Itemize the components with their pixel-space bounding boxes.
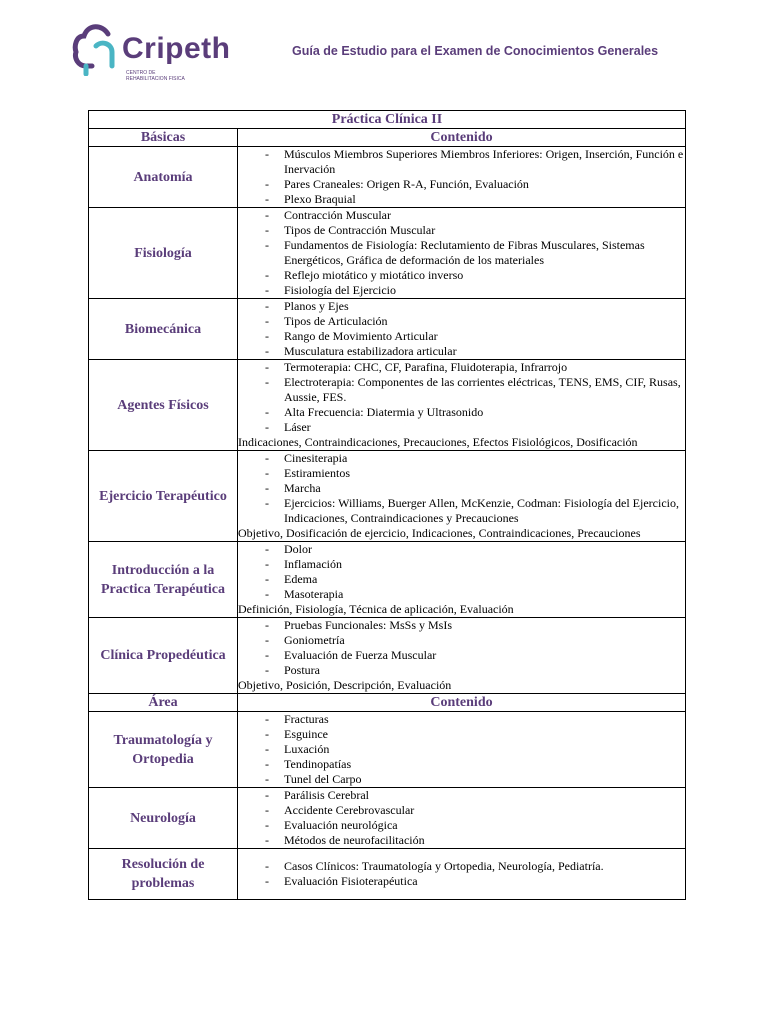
table-row <box>89 451 686 542</box>
list-item: - Pares Craneales: Origen R-A, Función, Evaluación <box>238 177 685 192</box>
table-row <box>89 299 686 360</box>
content-cell <box>238 208 686 299</box>
content-cell <box>238 712 686 788</box>
list-item: - Goniometría <box>238 633 685 648</box>
document-title: Guía de Estudio para el Examen de Conocimientos Generales <box>292 44 659 58</box>
content-cell <box>238 147 686 208</box>
list-item: - Tipos de Articulación <box>238 314 685 329</box>
list-item: - Contracción Muscular <box>238 208 685 223</box>
content-list <box>238 299 685 359</box>
list-item: - Postura <box>238 663 685 678</box>
list-item: - Masoterapia <box>238 587 685 602</box>
content-note: Objetivo, Posición, Descripción, Evaluación <box>238 678 452 692</box>
header-row-area <box>89 694 686 712</box>
list-item: - Electroterapia: Componentes de las corrientes eléctricas, TENS, EMS, CIF, Rusas, Aussie, FES. <box>238 375 685 405</box>
table-row <box>89 712 686 788</box>
list-item: - Accidente Cerebrovascular <box>238 803 685 818</box>
content-list <box>238 712 685 787</box>
header-contenido-2: Contenido <box>238 694 686 712</box>
content-list <box>238 618 685 678</box>
content-cell <box>238 451 686 542</box>
list-item: - Dolor <box>238 542 685 557</box>
list-item: - Esguince <box>238 727 685 742</box>
list-item: - Musculatura estabilizadora articular <box>238 344 685 359</box>
content-cell <box>238 360 686 451</box>
list-item: - Músculos Miembros Superiores Miembros Inferiores: Origen, Inserción, Función e Inervación <box>238 147 685 177</box>
list-item: - Fracturas <box>238 712 685 727</box>
header-contenido: Contenido <box>238 129 686 147</box>
list-item: - Evaluación de Fuerza Muscular <box>238 648 685 663</box>
list-item: - Luxación <box>238 742 685 757</box>
list-item: - Estiramientos <box>238 466 685 481</box>
category-biomecanica: Biomecánica <box>89 299 238 360</box>
list-item: - Cinesiterapia <box>238 451 685 466</box>
category-resolucion-de-problemas: Resolución de problemas <box>89 849 238 900</box>
list-item: - Alta Frecuencia: Diatermia y Ultrasonido <box>238 405 685 420</box>
category-fisiologia: Fisiología <box>89 208 238 299</box>
list-item: - Evaluación neurológica <box>238 818 685 833</box>
category-traumatologia-y-ortopedia: Traumatología y Ortopedia <box>89 712 238 788</box>
content-list <box>238 360 685 435</box>
list-item: - Métodos de neurofacilitación <box>238 833 685 848</box>
brand-tagline: CENTRO DE REHABILITACION FISICA <box>126 70 185 82</box>
content-list <box>238 147 685 207</box>
table-row <box>89 788 686 849</box>
list-item: - Parálisis Cerebral <box>238 788 685 803</box>
list-item: - Pruebas Funcionales: MsSs y MsIs <box>238 618 685 633</box>
list-item: - Reflejo miotático y miotático inverso <box>238 268 685 283</box>
table-row <box>89 147 686 208</box>
content-list <box>238 542 685 602</box>
cloud-logo-icon <box>72 22 118 76</box>
list-item: - Láser <box>238 420 685 435</box>
list-item: - Tendinopatías <box>238 757 685 772</box>
category-ejercicio-terapeutico: Ejercicio Terapéutico <box>89 451 238 542</box>
content-cell <box>238 542 686 618</box>
table-row <box>89 208 686 299</box>
list-item: - Edema <box>238 572 685 587</box>
table-title-row <box>89 111 686 129</box>
header-row-basicas <box>89 129 686 147</box>
list-item: - Casos Clínicos: Traumatología y Ortopedia, Neurología, Pediatría. <box>238 859 685 874</box>
table-title: Práctica Clínica II <box>89 111 686 129</box>
table-row <box>89 849 686 900</box>
list-item: - Marcha <box>238 481 685 496</box>
list-item: - Fisiología del Ejercicio <box>238 283 685 298</box>
content-note: Indicaciones, Contraindicaciones, Precauciones, Efectos Fisiológicos, Dosificación <box>238 435 638 449</box>
study-guide-table <box>88 110 686 900</box>
table-row <box>89 618 686 694</box>
list-item: - Tunel del Carpo <box>238 772 685 787</box>
list-item: - Fundamentos de Fisiología: Reclutamiento de Fibras Musculares, Sistemas Energéticos, Gráfica de deformación de los materiales <box>238 238 685 268</box>
table-row <box>89 360 686 451</box>
list-item: - Ejercicios: Williams, Buerger Allen, McKenzie, Codman: Fisiología del Ejercicio, Indicaciones, Contraindicaciones y Precauciones <box>238 496 685 526</box>
content-list <box>238 788 685 848</box>
content-cell <box>238 849 686 900</box>
content-note: Definición, Fisiología, Técnica de aplicación, Evaluación <box>238 602 514 616</box>
list-item: - Termoterapia: CHC, CF, Parafina, Fluidoterapia, Infrarrojo <box>238 360 685 375</box>
category-agentes-fisicos: Agentes Físicos <box>89 360 238 451</box>
content-cell <box>238 788 686 849</box>
list-item: - Planos y Ejes <box>238 299 685 314</box>
list-item: - Evaluación Fisioterapéutica <box>238 874 685 889</box>
content-cell <box>238 299 686 360</box>
list-item: - Plexo Braquial <box>238 192 685 207</box>
category-anatomia: Anatomía <box>89 147 238 208</box>
list-item: - Inflamación <box>238 557 685 572</box>
content-list <box>238 859 685 889</box>
content-cell <box>238 618 686 694</box>
header-basicas: Básicas <box>89 129 238 147</box>
content-note: Objetivo, Dosificación de ejercicio, Indicaciones, Contraindicaciones, Precauciones <box>238 526 641 540</box>
header-area: Área <box>89 694 238 712</box>
category-clinica-propedeutica: Clínica Propedéutica <box>89 618 238 694</box>
list-item: - Rango de Movimiento Articular <box>238 329 685 344</box>
content-list <box>238 208 685 298</box>
table-row <box>89 542 686 618</box>
content-list <box>238 451 685 526</box>
category-introduccion-a-la-practica-terapeutica: Introducción a la Practica Terapéutica <box>89 542 238 618</box>
page-header <box>0 0 768 100</box>
category-neurologia: Neurología <box>89 788 238 849</box>
list-item: - Tipos de Contracción Muscular <box>238 223 685 238</box>
brand-name: Cripeth <box>122 32 231 65</box>
